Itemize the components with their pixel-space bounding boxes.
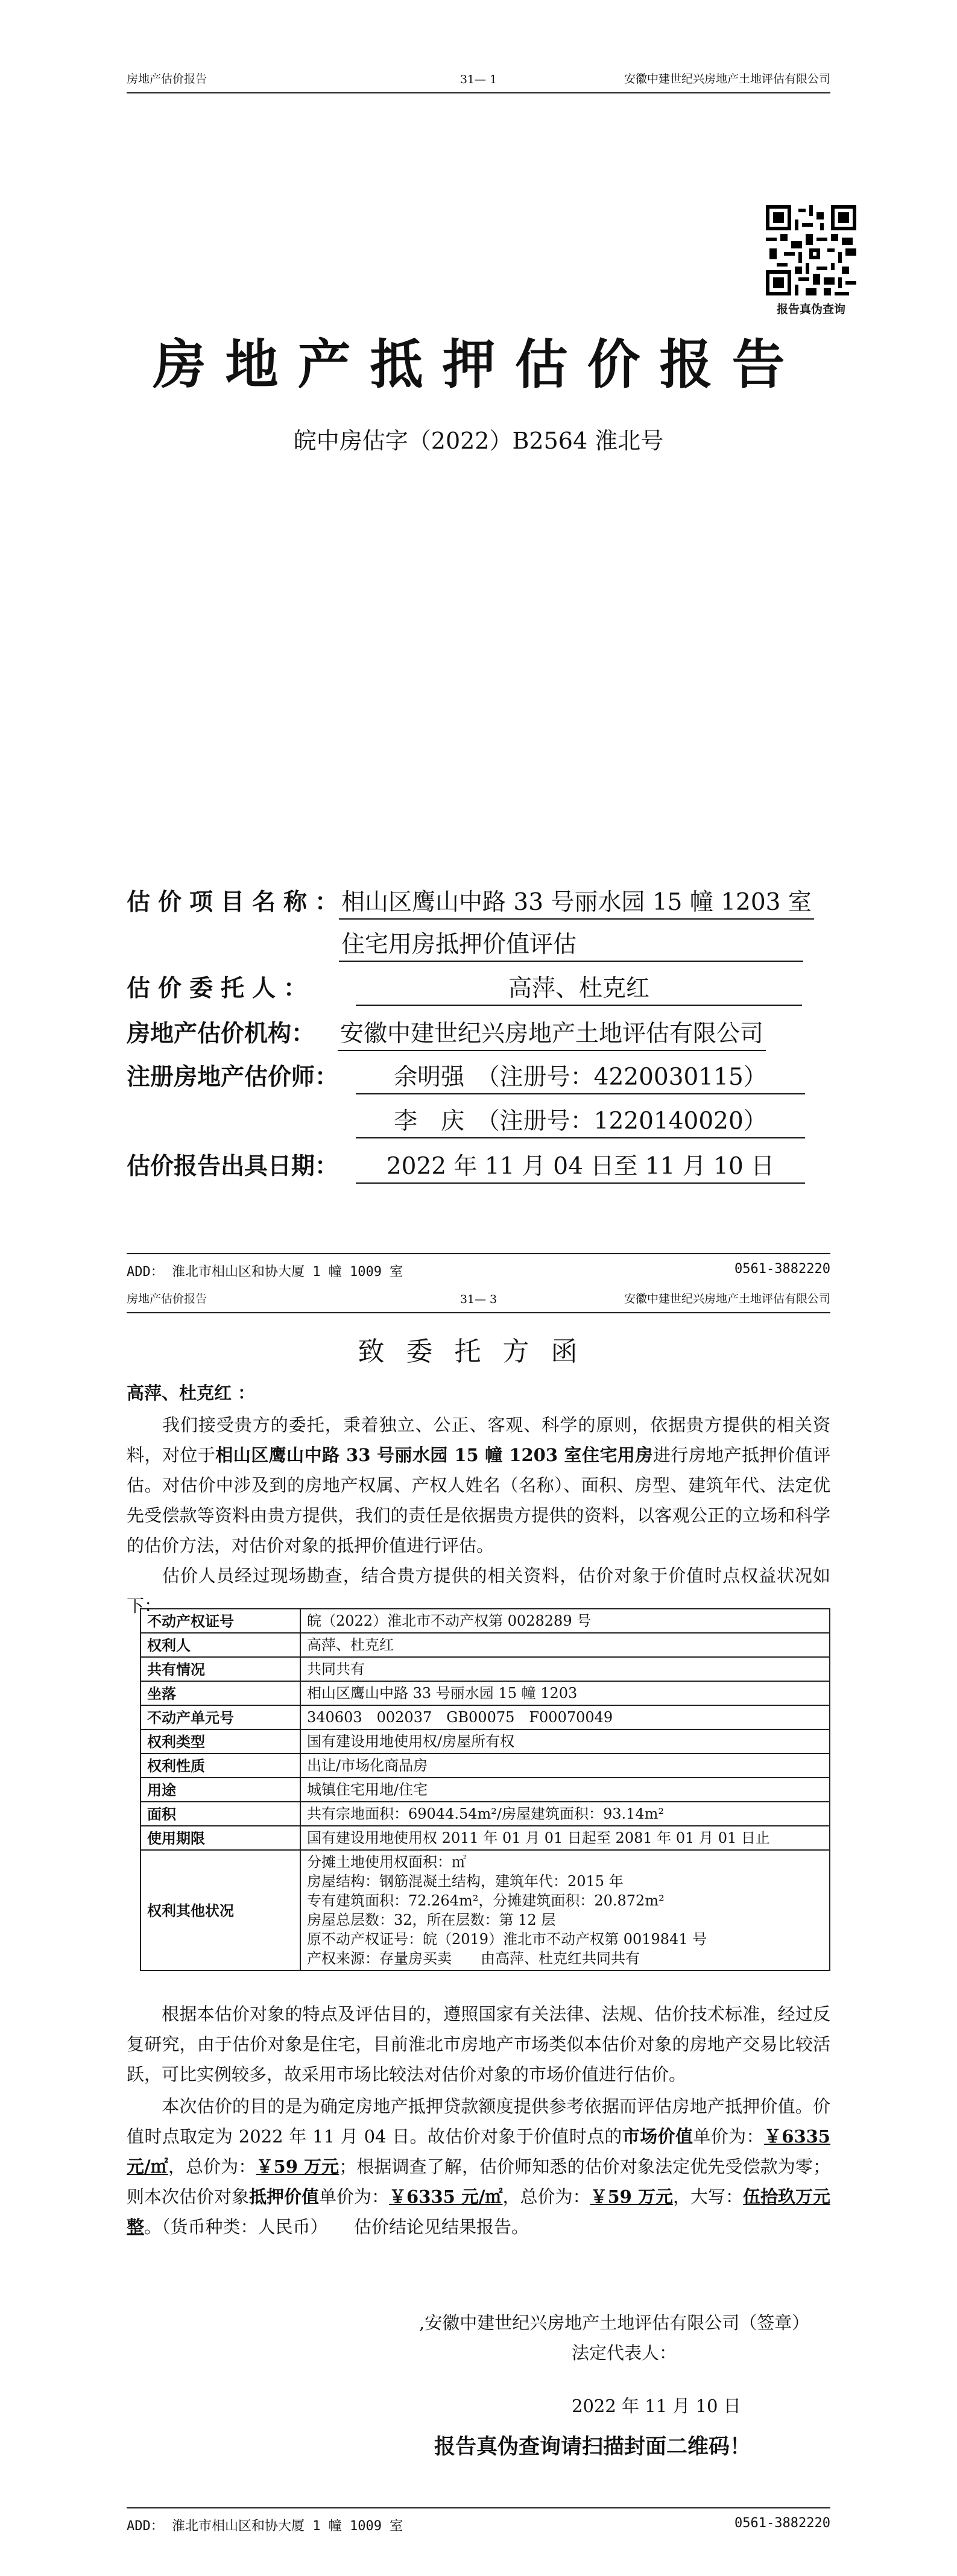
p1-text-c: 进行房地产抵押价值评估。对估价中涉及到的房地产权属、产权人姓名（名称）、面积、房型、建筑年代、法定优先受偿款等资料由贵方提供，我们的责任是依据贵方提供的资料，以客观公正的立场和科学的估价方法，对估价对象的抵押价值进行评估。	[127, 1445, 830, 1556]
verification-notice: 报告真伪查询请扫描封面二维码！	[434, 2434, 751, 2459]
table-value	[300, 1778, 830, 1802]
table-row	[141, 1729, 830, 1754]
table-value	[300, 1705, 830, 1729]
table-row	[141, 1609, 830, 1633]
salutation: 高萍、杜克红 ：	[127, 1383, 256, 1403]
report-date-label: 估价报告出具日期：	[127, 1152, 339, 1180]
p4-market-value-label: 市场价值	[622, 2126, 693, 2147]
table-row	[141, 1754, 830, 1778]
rights-table	[140, 1608, 830, 1971]
p4-market-unit-price: ￥6335 元/㎡	[127, 2126, 830, 2177]
qr-code-icon[interactable]	[766, 205, 856, 295]
p4-mortgage-value-label: 抵押价值	[249, 2186, 320, 2207]
report-title: 房地产抵押估价报告	[153, 333, 804, 396]
table-value-line: 340603 002037 GB00075 F00070049	[307, 1709, 613, 1726]
table-value	[300, 1802, 830, 1826]
p4-mortgage-total: ￥59 万元	[590, 2186, 673, 2207]
footer-address: ADD： 淮北市相山区和协大厦 1 幢 1009 室	[127, 2519, 403, 2534]
p4-mortgage-unit-price: ￥6335 元/㎡	[389, 2186, 503, 2207]
project-name-value-line2: 住宅用房抵押价值评估	[339, 926, 803, 962]
table-value	[300, 1826, 830, 1850]
footer-address: ADD： 淮北市相山区和协大厦 1 幢 1009 室	[127, 1264, 403, 1280]
p1-text-a: 我们接受贵方的委托，秉着独立、公正、客观、科学的原则，依据贵方提供的相关资料，对位于	[127, 1415, 830, 1465]
p4-text-k: ，总价为：	[502, 2186, 590, 2207]
table-value-line: 分摊土地使用权面积：㎡	[307, 1854, 466, 1870]
table-row	[141, 1633, 830, 1657]
table-key: 不动产单元号	[141, 1705, 300, 1729]
header-left: 房地产估价报告	[127, 1292, 207, 1305]
header-page-number: 31— 3	[460, 1293, 497, 1306]
table-value	[300, 1609, 830, 1633]
table-value-line: 国有建设用地使用权/房屋所有权	[307, 1733, 515, 1750]
client-label: 估价委托人：	[127, 974, 315, 1002]
signature-date: 2022 年 11 月 10 日	[572, 2396, 741, 2416]
letter-title: 致委托方函	[358, 1336, 599, 1367]
table-value-line: 房屋结构：钢筋混凝土结构，建筑年代：2015 年	[307, 1873, 624, 1890]
table-key: 用途	[141, 1778, 300, 1802]
page-header	[127, 1277, 830, 1313]
table-key: 使用期限	[141, 1826, 300, 1850]
project-name-value: 相山区鹰山中路 33 号丽水园 15 幢 1203 室	[339, 883, 814, 920]
appraiser-1: 余明强 （注册号：4220030115）	[356, 1058, 805, 1094]
client-value: 高萍、杜克红	[356, 970, 802, 1006]
p4-text-g: ；根据调查了解，估价师知悉的估价对象法定优先受偿款为零；则本次估价对象	[127, 2156, 830, 2207]
table-row	[141, 1850, 830, 1971]
table-row	[141, 1681, 830, 1705]
appraiser-label: 注册房地产估价师：	[127, 1063, 339, 1091]
paragraph-3	[127, 1999, 830, 2089]
table-key: 坐落	[141, 1681, 300, 1705]
report-number: 皖中房估字（2022）B2564 淮北号	[293, 428, 664, 454]
table-row	[141, 1802, 830, 1826]
paragraph-1	[127, 1410, 830, 1561]
p4-market-total: ￥59 万元	[256, 2156, 340, 2177]
signature-company: ,安徽中建世纪兴房地产土地评估有限公司（签章）	[419, 2312, 810, 2333]
report-date-value: 2022 年 11 月 04 日至 11 月 10 日	[356, 1148, 805, 1184]
footer-phone: 0561-3882220	[734, 2516, 830, 2531]
table-row	[141, 1657, 830, 1681]
table-key: 权利人	[141, 1633, 300, 1657]
p4-text-i: 单价为：	[319, 2186, 390, 2207]
p1-subject: 相山区鹰山中路 33 号丽水园 15 幢 1203 室住宅用房	[215, 1445, 653, 1465]
p4-amount-in-words: 伍拾玖万元整	[127, 2186, 830, 2237]
qr-caption: 报告真伪查询	[776, 303, 845, 316]
paragraph-4	[127, 2091, 830, 2242]
table-value-line: 出让/市场化商品房	[307, 1757, 428, 1774]
table-row	[141, 1778, 830, 1802]
p4-text-e: ，总价为：	[168, 2156, 256, 2177]
table-key: 不动产权证号	[141, 1609, 300, 1633]
table-value-line: 共有宗地面积：69044.54m²/房屋建筑面积：93.14m²	[307, 1805, 665, 1822]
appraiser-2: 李 庆 （注册号：1220140020）	[356, 1102, 805, 1138]
table-key: 权利其他状况	[141, 1850, 300, 1971]
table-value	[300, 1729, 830, 1754]
table-value	[300, 1681, 830, 1705]
table-value-line: 高萍、杜克红	[307, 1637, 394, 1653]
table-value-line: 共同共有	[307, 1661, 365, 1678]
footer-phone: 0561-3882220	[734, 1261, 830, 1277]
table-key: 权利性质	[141, 1754, 300, 1778]
header-company: 安徽中建世纪兴房地产土地评估有限公司	[624, 72, 830, 86]
table-value-line: 原不动产权证号：皖（2019）淮北市不动产权第 0019841 号	[307, 1931, 707, 1948]
table-value-line: 房屋总层数：32，所在层数：第 12 层	[307, 1911, 556, 1928]
page-header	[127, 57, 830, 93]
table-value-line: 皖（2022）淮北市不动产权第 0028289 号	[307, 1612, 592, 1629]
table-value-line: 产权来源：存量房买卖 由高萍、杜克红共同共有	[307, 1950, 640, 1967]
project-name-label: 估价项目名称：	[127, 888, 347, 916]
p3-text: 根据本估价对象的特点及评估目的，遵照国家有关法律、法规、估价技术标准，经过反复研究，由于估价对象是住宅，目前淮北市房地产市场类似本估价对象的房地产交易比较活跃，可比实例较多，故采用市场比较法对估价对象的市场价值进行估价。	[127, 2004, 830, 2085]
p4-text-m: ，大写：	[672, 2186, 743, 2207]
table-value	[300, 1657, 830, 1681]
table-value-line: 城镇住宅用地/住宅	[307, 1781, 428, 1798]
header-company: 安徽中建世纪兴房地产土地评估有限公司	[624, 1292, 830, 1305]
table-key: 共有情况	[141, 1657, 300, 1681]
agency-value: 安徽中建世纪兴房地产土地评估有限公司	[338, 1015, 766, 1051]
signature-legal-rep: 法定代表人：	[572, 2343, 677, 2363]
table-value	[300, 1754, 830, 1778]
p2-text: 估价人员经过现场勘查，结合贵方提供的相关资料，估价对象于价值时点权益状况如下：	[127, 1565, 830, 1616]
p4-text-a: 本次估价的目的是为确定房地产抵押贷款额度提供参考依据而评估房地产抵押价值。价值时点取定为 2022 年 11 月 04 日。故估价对象于价值时点的	[127, 2096, 830, 2147]
p4-text-o: 。（货币种类：人民币） 估价结论见结果报告。	[144, 2217, 529, 2237]
table-key: 面积	[141, 1802, 300, 1826]
table-value	[300, 1850, 830, 1971]
page-footer	[127, 2507, 830, 2537]
p4-text-c: 单价为：	[693, 2126, 764, 2147]
table-value	[300, 1633, 830, 1657]
table-key: 权利类型	[141, 1729, 300, 1754]
table-row	[141, 1705, 830, 1729]
header-page-number: 31— 1	[460, 73, 497, 86]
table-row	[141, 1826, 830, 1850]
table-value-line: 相山区鹰山中路 33 号丽水园 15 幢 1203	[307, 1685, 578, 1702]
table-value-line: 国有建设用地使用权 2011 年 01 月 01 日起至 2081 年 01 月 01 日止	[307, 1829, 770, 1846]
table-value-line: 专有建筑面积：72.264m²，分摊建筑面积：20.872m²	[307, 1892, 665, 1909]
header-left: 房地产估价报告	[127, 72, 207, 86]
agency-label: 房地产估价机构：	[127, 1020, 315, 1047]
